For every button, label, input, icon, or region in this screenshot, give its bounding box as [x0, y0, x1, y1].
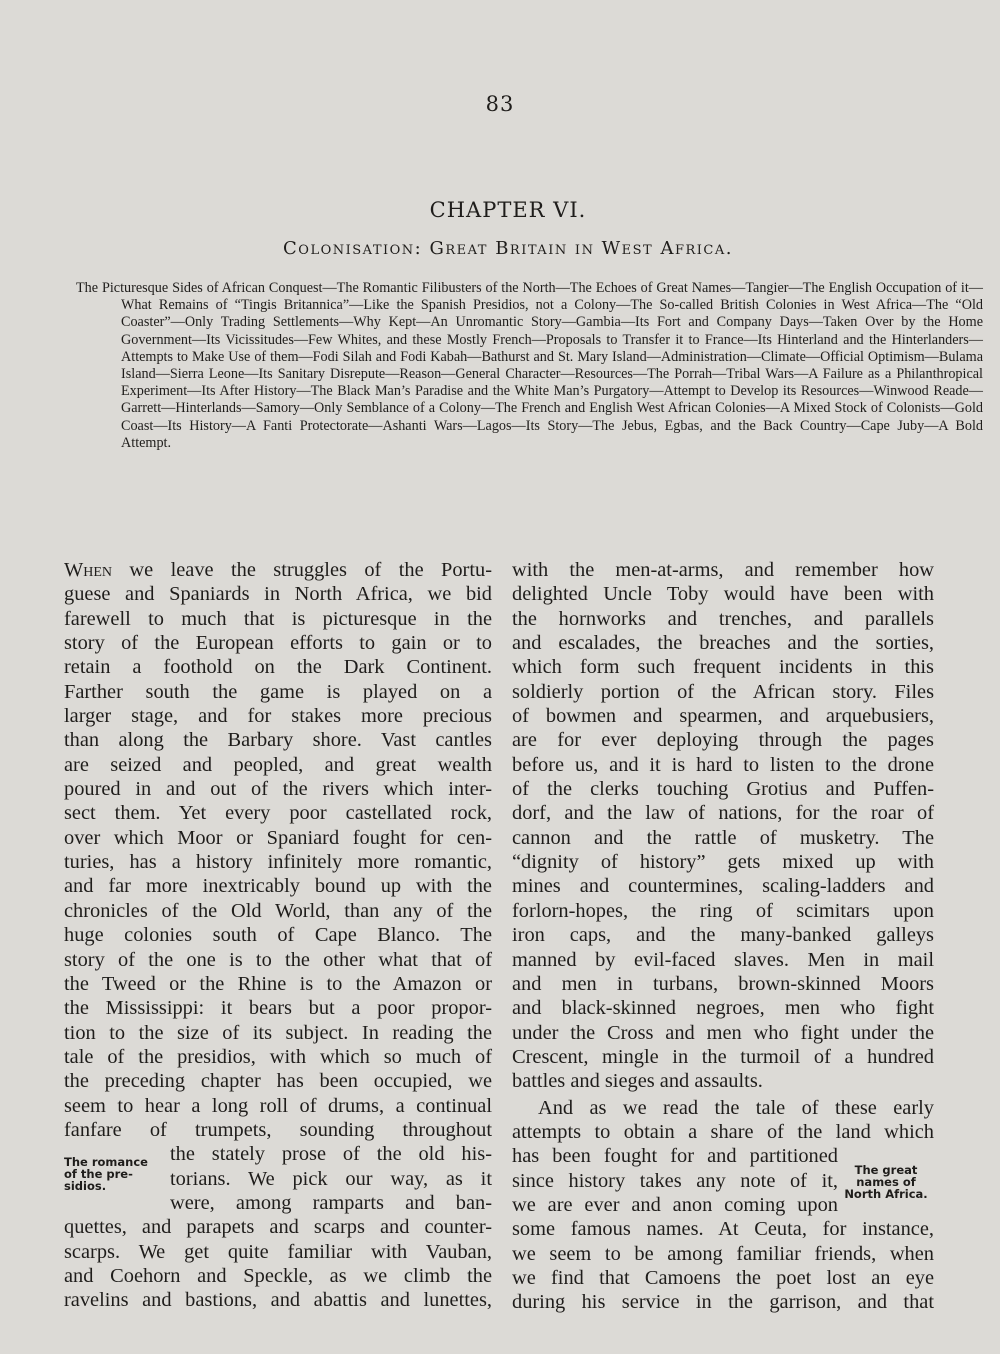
text-line: are for ever deploying through the pages — [512, 729, 934, 752]
text-line: were, among ramparts and ban- — [170, 1191, 492, 1214]
text-line: mines and countermines, scaling-ladders and — [512, 875, 934, 898]
page-number: 83 — [485, 92, 515, 116]
text-line: of the clerks touching Grotius and Puffen- — [512, 778, 934, 801]
text-line: and black-skinned negroes, men who fight — [512, 997, 934, 1020]
text-line: iron caps, and the many-banked galleys — [512, 924, 934, 947]
text-line: with the men-at-arms, and remember how — [512, 559, 934, 581]
text-line: tale of the presidios, with which so much of — [64, 1045, 492, 1068]
text-line: chronicles of the Old World, than any of the — [64, 899, 492, 922]
chapter-subtitle: Colonisation: Great Britain in West Africa. — [283, 238, 733, 259]
text-line: dorf, and the law of nations, for the roar of — [512, 802, 934, 825]
text-line: soldierly portion of the African story. Files — [512, 680, 934, 703]
text-line: of bowmen and spearmen, and arquebusiers, — [512, 705, 934, 728]
right-text-column — [512, 558, 934, 1315]
text-line: turies, has a history infinitely more romantic, — [64, 851, 492, 874]
text-line: fanfare of trumpets, sounding throughout — [64, 1118, 492, 1141]
text-line: manned by evil-faced slaves. Men in mail — [512, 948, 934, 971]
text-line: over which Moor or Spaniard fought for cen- — [64, 826, 492, 849]
text-line: the Mississippi: it bears but a poor propor- — [64, 997, 492, 1020]
text-line: cannon and the rattle of musketry. The — [512, 826, 934, 849]
margin-note-line: The great — [854, 1163, 918, 1177]
margin-note-left — [64, 1156, 164, 1192]
margin-note-line: The romance — [64, 1155, 148, 1169]
text-line: farewell to much that is picturesque in the — [64, 607, 492, 630]
text-line: the preceding chapter has been occupied, we — [64, 1070, 492, 1093]
text-line: has been fought for and partitioned — [512, 1145, 838, 1168]
text-line: huge colonies south of Cape Blanco. The — [64, 924, 492, 947]
text-line: which form such frequent incidents in this — [512, 656, 934, 679]
text-line: “dignity of history” gets mixed up with — [512, 851, 934, 874]
text-line: story of the one is to the other what that of — [64, 948, 492, 971]
text-line: And as we read the tale of these early — [538, 1096, 934, 1119]
text-line: during his service in the garrison, and that — [512, 1291, 934, 1314]
text-line: we find that Camoens the poet lost an eye — [512, 1266, 934, 1289]
text-line: the hornworks and trenches, and parallels — [512, 607, 934, 630]
text-line: some famous names. At Ceuta, for instance, — [512, 1218, 934, 1241]
text-line: than along the Barbary shore. Vast cantles — [64, 729, 492, 752]
text-line: under the Cross and men who fight under the — [512, 1021, 934, 1044]
margin-note-right — [836, 1164, 936, 1200]
text-line: ravelins and bastions, and abattis and lunettes, — [64, 1289, 492, 1312]
margin-note-line: names of — [856, 1175, 916, 1189]
text-line: we are ever and anon coming upon — [512, 1193, 838, 1216]
text-line: poured in and out of the rivers which inter- — [64, 778, 492, 801]
margin-note-line: sidios. — [64, 1179, 107, 1193]
text-line: tion to the size of its subject. In reading the — [64, 1021, 492, 1044]
text-line: quettes, and parapets and scarps and counter- — [64, 1216, 492, 1239]
text-line: Farther south the game is played on a — [64, 680, 492, 703]
text-line: since history takes any note of it, — [512, 1169, 838, 1192]
margin-note-line: North Africa. — [844, 1187, 928, 1201]
text-line: and far more inextricably bound up with the — [64, 875, 492, 898]
text-line: retain a foothold on the Dark Continent. — [64, 656, 492, 679]
text-line: before us, and it is hard to listen to the drone — [512, 753, 934, 776]
text-line: guese and Spaniards in North Africa, we bid — [64, 583, 492, 606]
text-line: larger stage, and for stakes more precious — [64, 705, 492, 728]
opening-word: When — [64, 559, 113, 581]
text-line: the Tweed or the Rhine is to the Amazon or — [64, 972, 492, 995]
chapter-synopsis: The Picturesque Sides of African Conquest—The Romantic Filibusters of the North—The Echoes of Great Names—Tangier—The English Occupation of it—What Remains of “Tingis Britannica”—Like the Spanish Presidios, not a Colony—The So-called British Colonies in West Africa—The “Old Coaster”—Only Trading Settlements—Why Kept—An Unromantic Story—Gambia—Its Fort and Company Days—Taken Over by the Home Government—Its Vicissitudes—Few Whites, and these Mostly French—Proposals to Transfer it to France—Its Hinterland and the Hinterlanders—Attempts to Make Use of them—Fodi Silah and Fodi Kabah—Bathurst and St. Mary Island—Administration—Climate—Official Optimism—Bulama Island—Sierra Leone—Its Sanitary Disrepute—Reason—General Character—Resources—The Porrah—Tribal Wars—A Failure as a Philanthropical Experiment—Its After History—The Black Man’s Paradise and the White Man’s Purgatory—Attempt to Develop its Resources—Winwood Reade—Garrett—Hinterlands—Samory—Only Semblance of a Colony—The French and English West African Colonies—A Mixed Stock of Colonists—Gold Coast—Its History—A Fanti Protectorate—Ashanti Wars—Lagos—Its Story—The Jebus, Egbas, and the Back Country—Cape Juby—A Bold Attempt. — [76, 280, 983, 451]
text-line: the stately prose of the old his- — [170, 1143, 492, 1166]
text-line: seem to hear a long roll of drums, a continual — [64, 1094, 492, 1117]
text-line: and escalades, the breaches and the sorties, — [512, 632, 934, 655]
chapter-title: CHAPTER VI. — [429, 198, 587, 222]
text-line: delighted Uncle Toby would have been with — [512, 583, 934, 606]
text-line: torians. We pick our way, as it — [170, 1167, 492, 1190]
text-line: we seem to be among familiar friends, when — [512, 1242, 934, 1265]
left-text-column — [64, 558, 492, 1313]
text-line: and Coehorn and Speckle, as we climb the — [64, 1264, 492, 1287]
text-line: Crescent, mingle in the turmoil of a hundred — [512, 1045, 934, 1068]
text-line: and men in turbans, brown-skinned Moors — [512, 972, 934, 995]
text-line: forlorn-hopes, the ring of scimitars upon — [512, 899, 934, 922]
margin-note-line: of the pre- — [64, 1167, 133, 1181]
text-line: scarps. We get quite familiar with Vauban, — [64, 1240, 492, 1263]
text-line: battles and sieges and assaults. — [512, 1070, 763, 1093]
text-line-rest: we leave the struggles of the Portu- — [112, 559, 492, 581]
text-line — [64, 558, 492, 582]
text-line: story of the European efforts to gain or to — [64, 632, 492, 655]
text-line: sect them. Yet every poor castellated rock, — [64, 802, 492, 825]
text-line: attempts to obtain a share of the land which — [512, 1120, 934, 1143]
text-line: are seized and peopled, and great wealth — [64, 753, 492, 776]
